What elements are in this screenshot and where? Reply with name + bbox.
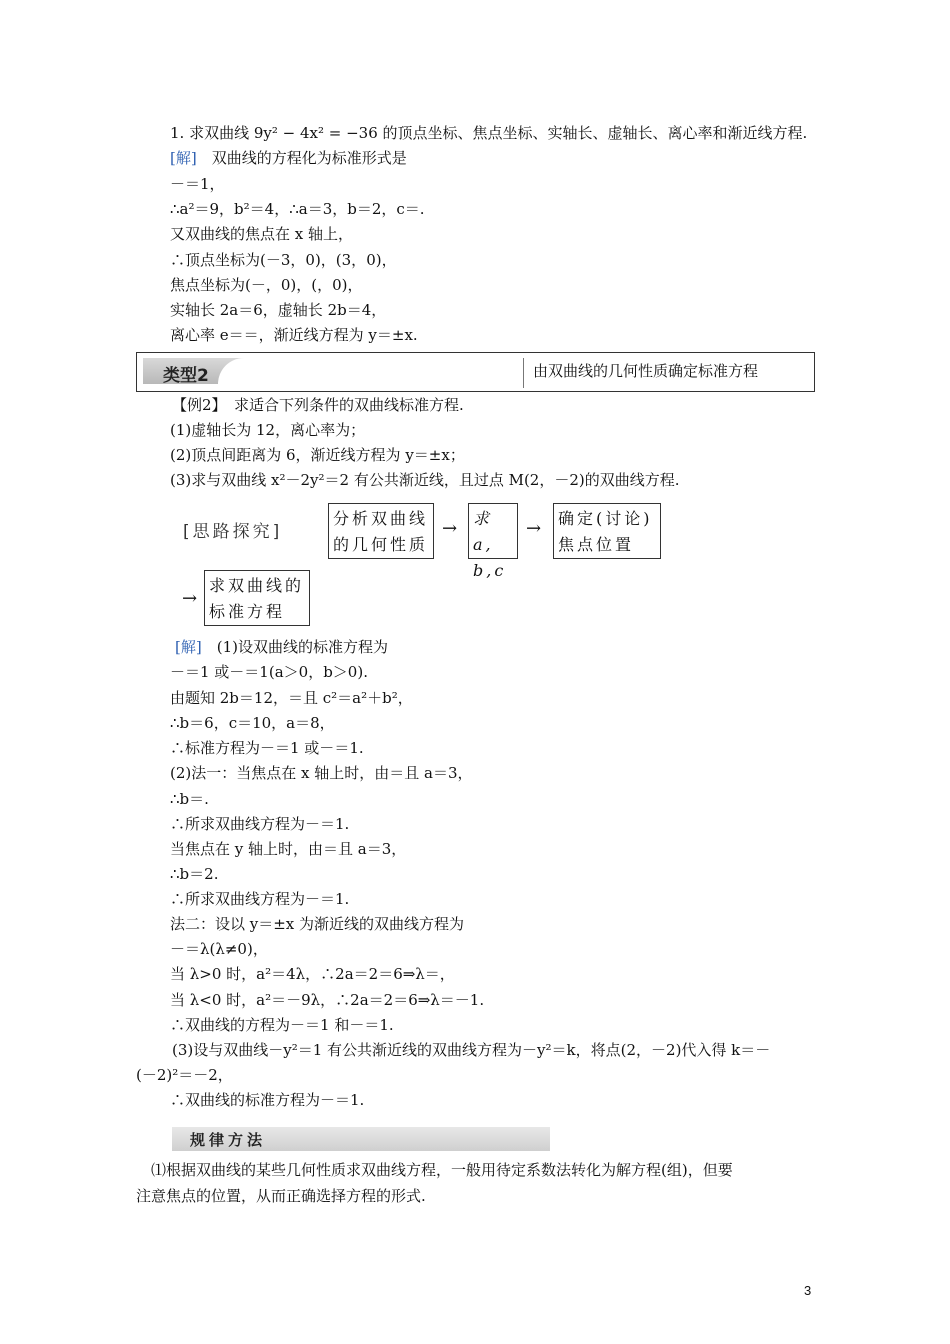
solution-2-line: (3)设与双曲线－y²＝1 有公共渐近线的双曲线方程为－y²＝k，将点(2，－2)代入得 k＝－ (172, 1041, 771, 1059)
example-2-condition: (2)顶点间距离为 6，渐近线方程为 y＝±x； (170, 446, 465, 464)
flow-box-analyze: 分析双曲线 的几何性质 (328, 503, 434, 559)
solution-2-line: ∴标准方程为－＝1 或－＝1. (170, 739, 364, 757)
solution-1-line: ∴a²＝9，b²＝4，∴a＝3，b＝2，c＝. (170, 200, 425, 218)
type-header (136, 352, 815, 392)
flow-label: [思路探究] (183, 522, 283, 542)
solution-2-intro-text: (1)设双曲线的标准方程为 (216, 638, 388, 656)
type-title: 由双曲线的几何性质确定标准方程 (533, 362, 759, 380)
solution-2-line: 当 λ>0 时，a²＝4λ，∴2a＝2＝6⇒λ＝， (170, 965, 455, 983)
solution-2-line: 当 λ<0 时，a²＝－9λ，∴2a＝2＝6⇒λ＝－1. (170, 991, 485, 1009)
solution-tag: [解] (175, 638, 202, 656)
rule-text: ⑴根据双曲线的某些几何性质求双曲线方程，一般用待定系数法转化为解方程(组)，但要 注意焦点的位置，从而正确选择方程的形式. (136, 1161, 733, 1205)
flow-box-focus: 确定(讨论) 焦点位置 (553, 503, 661, 559)
solution-1-line: 又双曲线的焦点在 x 轴上， (170, 225, 353, 243)
solution-1-line: 实轴长 2a＝6，虚轴长 2b＝4， (170, 301, 387, 319)
page-number: 3 (804, 1283, 812, 1298)
example-2-condition: (1)虚轴长为 12，离心率为； (170, 421, 366, 439)
solution-tag: [解] (170, 149, 197, 167)
example-2-condition: (3)求与双曲线 x²－2y²＝2 有公共渐近线，且过点 M(2，－2)的双曲线方程. (170, 471, 680, 489)
flow-box-solve: 求 a, b,c (468, 503, 518, 559)
solution-1-line: －＝1， (170, 175, 225, 193)
solution-2-line: 由题知 2b＝12，＝且 c²＝a²＋b²， (170, 689, 413, 707)
solution-2-line: ∴所求双曲线方程为－＝1. (170, 890, 350, 908)
solution-1-line: ∴顶点坐标为(－3，0)，(3，0)， (170, 251, 397, 269)
solution-2-line: ∴所求双曲线方程为－＝1. (170, 815, 350, 833)
solution-2-line: ∴双曲线的方程为－＝1 和－＝1. (170, 1016, 394, 1034)
solution-2-intro (175, 637, 388, 657)
solution-2-line: －＝1 或－＝1(a＞0，b＞0). (170, 663, 368, 681)
type-label: 类型2 (163, 366, 209, 386)
solution-1-line: 焦点坐标为(－，0)，(，0)， (170, 276, 363, 294)
solution-1-intro (170, 148, 407, 168)
solution-2-line: (－2)²＝－2， (136, 1066, 233, 1084)
flow-box-equation: 求双曲线的 标准方程 (204, 570, 310, 626)
solution-1-intro-text: 双曲线的方程化为标准形式是 (211, 149, 407, 167)
solution-2-line: ∴b＝. (170, 790, 209, 808)
solution-2-line: (2)法一：当焦点在 x 轴上时，由＝且 a＝3， (170, 764, 473, 782)
solution-2-line: ∴b＝6，c＝10，a＝8， (170, 714, 335, 732)
solution-2-line: ∴双曲线的标准方程为－＝1. (170, 1091, 365, 1109)
flow-arrow: → (526, 518, 542, 539)
type-tab (143, 358, 523, 384)
solution-2-line: 法二：设以 y＝±x 为渐近线的双曲线方程为 (170, 915, 465, 933)
flow-arrow: → (182, 588, 198, 609)
solution-2-line: －＝λ(λ≠0)， (170, 940, 268, 958)
solution-2-line: ∴b＝2. (170, 865, 219, 883)
flow-arrow: → (442, 518, 458, 539)
solution-1-line: 离心率 e＝＝，渐近线方程为 y＝±x. (170, 326, 418, 344)
rule-header (172, 1127, 550, 1151)
problem-1: 1. 求双曲线 9y² − 4x² = −36 的顶点坐标、焦点坐标、实轴长、虚轴长、离心率和渐近线方程. (170, 124, 808, 142)
rule-label: 规律方法 (190, 1131, 267, 1149)
example-2-heading: 【例2】 求适合下列条件的双曲线标准方程. (172, 396, 464, 414)
solution-2-line: 当焦点在 y 轴上时，由＝且 a＝3， (170, 840, 407, 858)
